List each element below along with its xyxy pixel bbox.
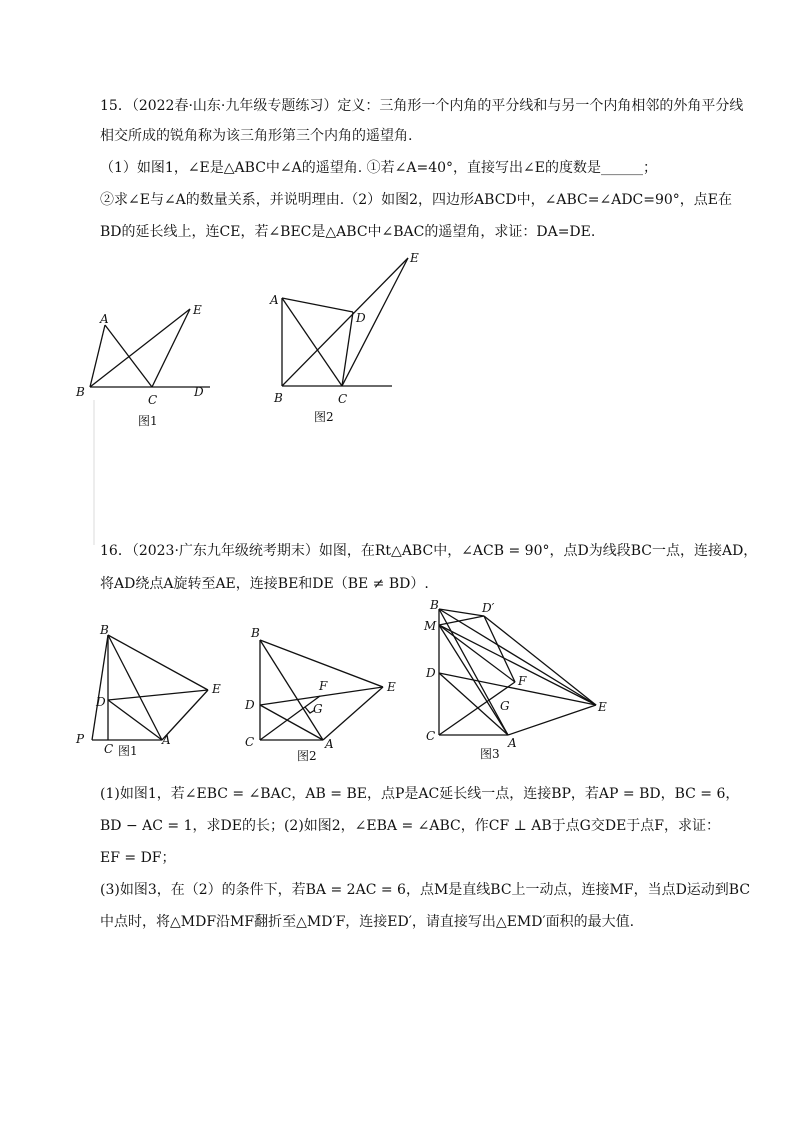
q15-line-3: （1）如图1，∠E是△ABC中∠A的遥望角. ①若∠A=40°，直接写出∠E的度数是______； xyxy=(100,160,657,176)
q16-figure-3 xyxy=(420,595,620,770)
q16f2-label-c: C xyxy=(245,735,255,749)
q15f1-label-e: E xyxy=(193,303,202,317)
q16f1-label-d: D xyxy=(96,695,106,709)
q16f2-label-g: G xyxy=(313,702,323,716)
q15f2-label-c: C xyxy=(338,392,348,406)
q16f1-line-ba xyxy=(108,635,162,740)
q16f3-line-be xyxy=(439,609,596,705)
q16-part-2: BD − AC = 1，求DE的长；(2)如图2，∠EBA = ∠ABC，作CF ⊥ AB于点G交DE于点F，求证： xyxy=(100,818,720,834)
q16f2-label-f: F xyxy=(319,679,328,693)
q16f3-line-me xyxy=(439,625,596,705)
q16f3-caption: 图3 xyxy=(480,747,500,761)
q15f1-line-ac xyxy=(105,325,152,387)
q16-figure-1 xyxy=(70,620,240,765)
q15f2-caption: 图2 xyxy=(314,410,334,424)
q16f2-caption: 图2 xyxy=(297,749,317,763)
q15f2-label-d: D xyxy=(356,311,366,325)
q15f1-caption: 图1 xyxy=(138,414,158,428)
q16f2-label-a: A xyxy=(325,737,334,751)
q16f2-label-d: D xyxy=(245,698,255,712)
q16f3-label-a: A xyxy=(508,736,517,750)
q16f3-label-c: C xyxy=(426,729,436,743)
q16-figure-2 xyxy=(235,620,415,765)
q16f1-label-b: B xyxy=(100,623,109,637)
q16f2-label-b: B xyxy=(251,626,260,640)
q15f2-label-a: A xyxy=(270,293,279,307)
q16f1-line-pb xyxy=(92,635,108,740)
q16-part-4: (3)如图3，在（2）的条件下，若BA = 2AC = 6，点M是直线BC上一动点，连接MF，当点D运动到BC xyxy=(100,882,751,898)
q16f3-label-g: G xyxy=(500,699,510,713)
q16f3-line-mf xyxy=(439,625,515,682)
q16f3-label-m: M xyxy=(424,619,437,633)
q16f2-line-ba xyxy=(260,640,323,740)
q15-line-4: ②求∠E与∠A的数量关系，并说明理由.（2）如图2，四边形ABCD中，∠ABC=∠ADC=90°，点E在 xyxy=(100,192,733,208)
q16f3-line-ba xyxy=(439,609,508,735)
q15f1-label-c: C xyxy=(148,393,158,407)
q16f2-label-e: E xyxy=(387,680,396,694)
q16f3-label-d-prime: D′ xyxy=(482,601,495,615)
q15f2-label-b: B xyxy=(274,391,283,405)
q16f1-label-a: A xyxy=(162,733,171,747)
q15-line-2: 相交所成的锐角称为该三角形第三个内角的遥望角. xyxy=(100,128,413,144)
q16-part-3: EF = DF； xyxy=(100,850,176,866)
q15f2-line-ac xyxy=(282,298,342,386)
q16f1-label-e: E xyxy=(212,682,221,696)
q16f3-line-ae xyxy=(508,705,596,735)
q16f1-line-da xyxy=(108,700,162,740)
q16f3-label-d: D xyxy=(426,666,436,680)
q16f3-line-d-prime-f xyxy=(484,616,515,682)
q15f1-line-ce xyxy=(152,309,190,387)
q16f3-label-b: B xyxy=(430,598,439,612)
q15-figure-2 xyxy=(260,250,430,435)
q16f3-line-da xyxy=(439,673,508,735)
scan-margin-mark xyxy=(93,400,95,545)
q15-line-1: 15．（2022春·山东·九年级专题练习）定义：三角形一个内角的平分线和与另一个内角相邻的外角平分线 xyxy=(100,98,744,114)
q16f3-line-ma xyxy=(439,625,508,735)
q16f1-caption: 图1 xyxy=(118,744,138,758)
q15f1-label-d: D xyxy=(194,385,204,399)
q15f2-line-ad xyxy=(282,298,353,312)
q16-part-5: 中点时，将△MDF沿MF翻折至△MD′F，连接ED′，请直接写出△EMD′面积的最大值. xyxy=(100,914,635,930)
q16f1-line-de xyxy=(108,690,208,700)
q16-part-1: (1)如图1，若∠EBC = ∠BAC，AB = BE，点P是AC延长线一点，连接BP，若AP = BD，BC = 6， xyxy=(100,786,740,802)
q15f2-label-e: E xyxy=(410,251,419,265)
q16f1-label-p: P xyxy=(76,732,85,746)
q16-line-1: 16．（2023·广东九年级统考期末）如图，在Rt△ABC中，∠ACB = 90°，点D为线段BC一点，连接AD， xyxy=(100,543,758,559)
q16f3-label-f: F xyxy=(518,674,527,688)
q16f3-label-e: E xyxy=(598,700,607,714)
q15-figure-1 xyxy=(60,290,240,440)
q16f1-label-c: C xyxy=(104,742,114,756)
q16-line-2: 将AD绕点A旋转至AE，连接BE和DE（BE ≠ BD）. xyxy=(100,576,429,592)
q15f1-label-b: B xyxy=(76,385,85,399)
q15-line-5: BD的延长线上，连CE，若∠BEC是△ABC中∠BAC的遥望角，求证：DA=DE. xyxy=(100,224,596,240)
q16f1-line-be xyxy=(108,635,208,690)
q15f1-label-a: A xyxy=(100,312,109,326)
